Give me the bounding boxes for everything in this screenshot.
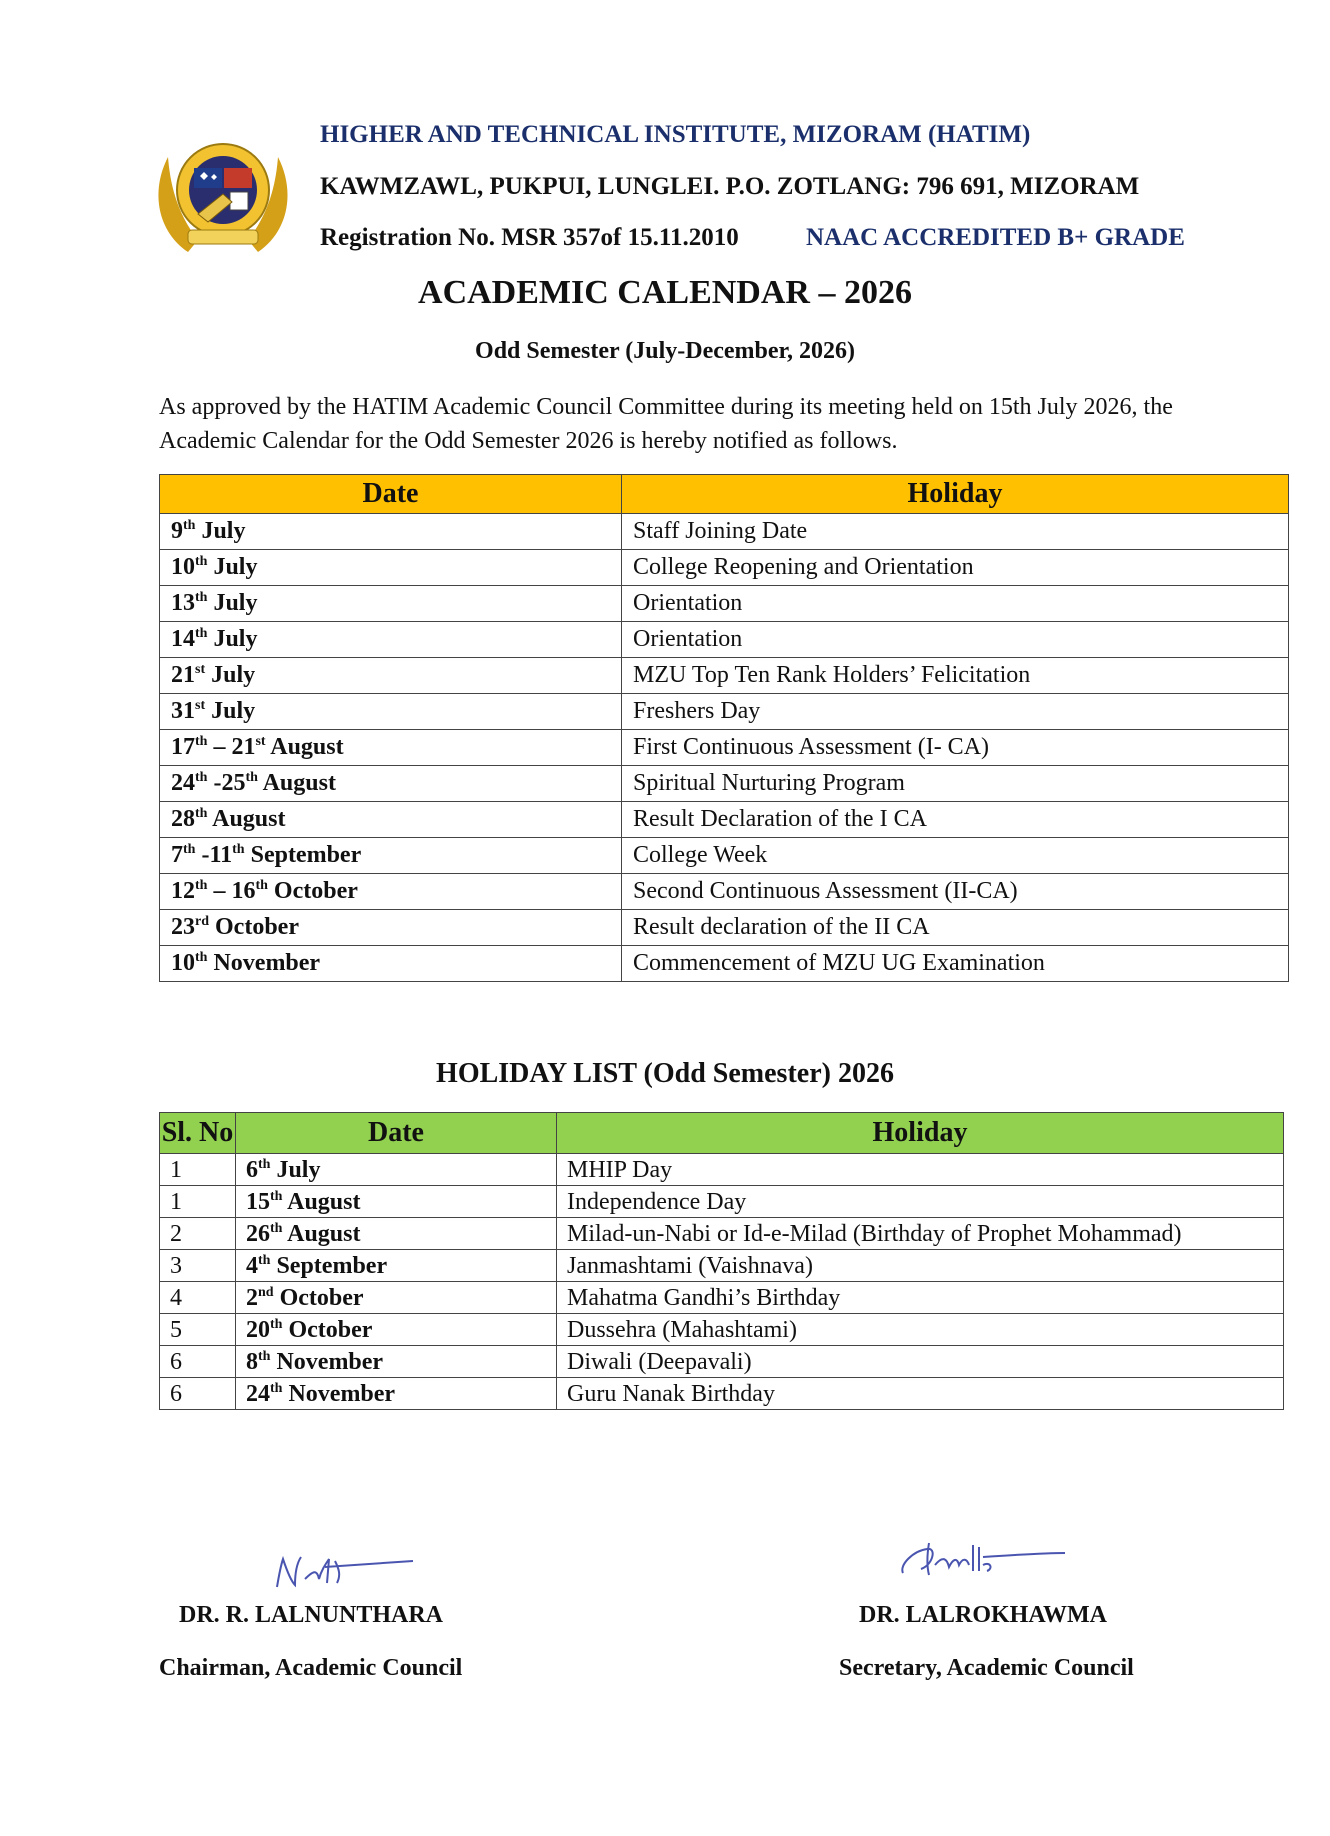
holiday-serial-cell: 6 xyxy=(160,1346,236,1378)
intro-paragraph: As approved by the HATIM Academic Council Committee during its meeting held on 15th July 2026, the Academic Calendar for the Odd Semester 2026 is hereby notified as follows. xyxy=(159,394,1173,454)
calendar-row xyxy=(160,622,1289,658)
date-rest: October xyxy=(267,878,358,904)
date-suffix: th xyxy=(195,734,208,749)
date-rest: July xyxy=(207,554,258,580)
date-number: 16 xyxy=(231,878,256,904)
calendar-row xyxy=(160,802,1289,838)
holiday-serial-cell: 2 xyxy=(160,1218,236,1250)
column-header: Sl. No xyxy=(160,1113,236,1154)
holiday-serial-cell: 6 xyxy=(160,1378,236,1410)
date-number: 7 xyxy=(171,842,183,868)
calendar-table xyxy=(159,474,1289,982)
calendar-header-row xyxy=(160,475,1289,514)
date-suffix: th xyxy=(195,806,208,821)
calendar-row xyxy=(160,658,1289,694)
holiday-name-cell: MHIP Day xyxy=(557,1154,1284,1186)
holiday-row xyxy=(160,1250,1284,1282)
holiday-serial-cell: 3 xyxy=(160,1250,236,1282)
date-number: 24 xyxy=(246,1380,270,1407)
holiday-row xyxy=(160,1282,1284,1314)
date-number: 28 xyxy=(171,806,195,832)
chairman-name: DR. R. LALNUNTHARA xyxy=(179,1602,444,1628)
date-suffix: th xyxy=(195,590,208,605)
calendar-row xyxy=(160,730,1289,766)
holiday-serial-cell: 4 xyxy=(160,1282,236,1314)
calendar-date-cell xyxy=(160,838,622,874)
date-suffix: th xyxy=(255,878,268,893)
holiday-header-row xyxy=(160,1113,1284,1154)
date-rest: - xyxy=(195,842,210,868)
calendar-event-cell: College Week xyxy=(622,838,1289,874)
date-rest: October xyxy=(273,1284,364,1311)
date-suffix: th xyxy=(270,1188,283,1204)
calendar-event-cell: Second Continuous Assessment (II-CA) xyxy=(622,874,1289,910)
date-number: 25 xyxy=(221,770,246,796)
date-suffix: st xyxy=(195,698,206,713)
date-rest: September xyxy=(244,842,362,868)
calendar-event-cell: Staff Joining Date xyxy=(622,514,1289,550)
holiday-list-title: HOLIDAY LIST (Odd Semester) 2026 xyxy=(436,1058,894,1089)
date-suffix: st xyxy=(195,662,206,677)
date-number: 26 xyxy=(246,1220,270,1247)
date-suffix: th xyxy=(195,950,208,965)
date-suffix: th xyxy=(232,842,245,857)
holiday-date-cell xyxy=(236,1250,557,1282)
document-subtitle: Odd Semester (July-December, 2026) xyxy=(475,338,855,364)
date-rest: August xyxy=(265,734,344,760)
date-suffix: th xyxy=(270,1316,283,1332)
date-number: 10 xyxy=(171,950,195,976)
calendar-event-cell: Result declaration of the II CA xyxy=(622,910,1289,946)
secretary-signature xyxy=(893,1525,1073,1595)
holiday-serial-cell: 5 xyxy=(160,1314,236,1346)
secretary-role: Secretary, Academic Council xyxy=(839,1655,1134,1681)
calendar-date-cell xyxy=(160,622,622,658)
date-suffix: th xyxy=(195,554,208,569)
date-rest: November xyxy=(207,950,321,976)
holiday-name-cell: Diwali (Deepavali) xyxy=(557,1346,1284,1378)
holiday-date-cell xyxy=(236,1378,557,1410)
calendar-event-cell: Orientation xyxy=(622,586,1289,622)
date-rest: October xyxy=(282,1316,373,1343)
calendar-event-cell: Freshers Day xyxy=(622,694,1289,730)
column-header: Date xyxy=(160,475,622,514)
holiday-date-cell xyxy=(236,1154,557,1186)
holiday-serial-cell: 1 xyxy=(160,1186,236,1218)
date-suffix: th xyxy=(258,1156,271,1172)
date-suffix: th xyxy=(183,518,196,533)
calendar-event-cell: College Reopening and Orientation xyxy=(622,550,1289,586)
column-header: Date xyxy=(236,1113,557,1154)
calendar-row xyxy=(160,514,1289,550)
holiday-date-cell xyxy=(236,1282,557,1314)
date-suffix: th xyxy=(195,878,208,893)
calendar-event-cell: Spiritual Nurturing Program xyxy=(622,766,1289,802)
secretary-name: DR. LALROKHAWMA xyxy=(859,1602,1108,1628)
registration-number: Registration No. MSR 357of 15.11.2010 xyxy=(320,224,739,251)
calendar-date-cell xyxy=(160,514,622,550)
calendar-date-cell xyxy=(160,802,622,838)
date-number: 23 xyxy=(171,914,195,940)
accreditation: NAAC ACCREDITED B+ GRADE xyxy=(806,224,1185,251)
date-rest: July xyxy=(195,518,246,544)
date-rest: October xyxy=(209,914,299,940)
date-rest: August xyxy=(257,770,336,796)
calendar-date-cell xyxy=(160,658,622,694)
calendar-row xyxy=(160,586,1289,622)
date-number: 21 xyxy=(231,734,256,760)
holiday-name-cell: Mahatma Gandhi’s Birthday xyxy=(557,1282,1284,1314)
date-suffix: th xyxy=(258,1348,271,1364)
date-suffix: th xyxy=(270,1380,283,1396)
calendar-date-cell xyxy=(160,550,622,586)
date-suffix: st xyxy=(255,734,266,749)
holiday-name-cell: Dussehra (Mahashtami) xyxy=(557,1314,1284,1346)
calendar-date-cell xyxy=(160,910,622,946)
calendar-row xyxy=(160,874,1289,910)
date-number: 8 xyxy=(246,1348,258,1375)
calendar-row xyxy=(160,910,1289,946)
calendar-row xyxy=(160,838,1289,874)
holiday-date-cell xyxy=(236,1346,557,1378)
date-number: 9 xyxy=(171,518,183,544)
calendar-date-cell xyxy=(160,730,622,766)
calendar-date-cell xyxy=(160,586,622,622)
column-header: Holiday xyxy=(557,1113,1284,1154)
holiday-serial-cell: 1 xyxy=(160,1154,236,1186)
date-number: 14 xyxy=(171,626,195,652)
holiday-name-cell: Independence Day xyxy=(557,1186,1284,1218)
date-rest: July xyxy=(207,626,258,652)
date-rest: August xyxy=(282,1220,361,1247)
calendar-row xyxy=(160,766,1289,802)
date-rest: - xyxy=(207,770,222,796)
column-header: Holiday xyxy=(622,475,1289,514)
calendar-date-cell xyxy=(160,946,622,982)
holiday-row xyxy=(160,1154,1284,1186)
date-rest: – xyxy=(207,878,232,904)
institute-address: KAWMZAWL, PUKPUI, LUNGLEI. P.O. ZOTLANG: 796 691, MIZORAM xyxy=(320,173,1140,200)
date-number: 6 xyxy=(246,1156,258,1183)
date-number: 11 xyxy=(209,842,233,868)
holiday-date-cell xyxy=(236,1186,557,1218)
date-suffix: nd xyxy=(258,1284,274,1300)
date-rest: July xyxy=(205,698,256,724)
holiday-row xyxy=(160,1378,1284,1410)
holiday-row xyxy=(160,1218,1284,1250)
date-rest: July xyxy=(207,590,258,616)
chairman-signature xyxy=(265,1535,425,1605)
holiday-name-cell: Guru Nanak Birthday xyxy=(557,1378,1284,1410)
holiday-table xyxy=(159,1112,1284,1410)
date-suffix: th xyxy=(270,1220,283,1236)
document-title: ACADEMIC CALENDAR – 2026 xyxy=(418,274,912,311)
date-suffix: th xyxy=(195,770,208,785)
date-suffix: th xyxy=(195,626,208,641)
holiday-date-cell xyxy=(236,1218,557,1250)
date-number: 20 xyxy=(246,1316,270,1343)
calendar-row xyxy=(160,946,1289,982)
date-number: 12 xyxy=(171,878,195,904)
date-rest: July xyxy=(270,1156,321,1183)
calendar-event-cell: Result Declaration of the I CA xyxy=(622,802,1289,838)
date-rest: September xyxy=(270,1252,388,1279)
date-number: 31 xyxy=(171,698,195,724)
date-rest: July xyxy=(205,662,256,688)
calendar-row xyxy=(160,694,1289,730)
date-rest: August xyxy=(207,806,286,832)
calendar-row xyxy=(160,550,1289,586)
holiday-row xyxy=(160,1186,1284,1218)
date-suffix: th xyxy=(183,842,196,857)
holiday-name-cell: Janmashtami (Vaishnava) xyxy=(557,1250,1284,1282)
chairman-role: Chairman, Academic Council xyxy=(159,1655,463,1681)
calendar-date-cell xyxy=(160,766,622,802)
institute-logo xyxy=(148,122,298,270)
institute-name: HIGHER AND TECHNICAL INSTITUTE, MIZORAM (HATIM) xyxy=(320,121,1031,148)
date-suffix: th xyxy=(245,770,258,785)
date-suffix: th xyxy=(258,1252,271,1268)
date-number: 4 xyxy=(246,1252,258,1279)
date-rest: August xyxy=(282,1188,361,1215)
holiday-date-cell xyxy=(236,1314,557,1346)
date-number: 15 xyxy=(246,1188,270,1215)
date-number: 10 xyxy=(171,554,195,580)
calendar-event-cell: First Continuous Assessment (I- CA) xyxy=(622,730,1289,766)
date-number: 2 xyxy=(246,1284,258,1311)
holiday-row xyxy=(160,1346,1284,1378)
date-number: 21 xyxy=(171,662,195,688)
date-number: 24 xyxy=(171,770,195,796)
date-suffix: rd xyxy=(195,914,209,929)
holiday-row xyxy=(160,1314,1284,1346)
date-number: 17 xyxy=(171,734,195,760)
calendar-event-cell: Orientation xyxy=(622,622,1289,658)
date-rest: November xyxy=(282,1380,396,1407)
calendar-date-cell xyxy=(160,874,622,910)
holiday-name-cell: Milad-un-Nabi or Id-e-Milad (Birthday of Prophet Mohammad) xyxy=(557,1218,1284,1250)
date-number: 13 xyxy=(171,590,195,616)
date-rest: November xyxy=(270,1348,384,1375)
calendar-date-cell xyxy=(160,694,622,730)
date-rest: – xyxy=(207,734,232,760)
calendar-event-cell: MZU Top Ten Rank Holders’ Felicitation xyxy=(622,658,1289,694)
calendar-event-cell: Commencement of MZU UG Examination xyxy=(622,946,1289,982)
